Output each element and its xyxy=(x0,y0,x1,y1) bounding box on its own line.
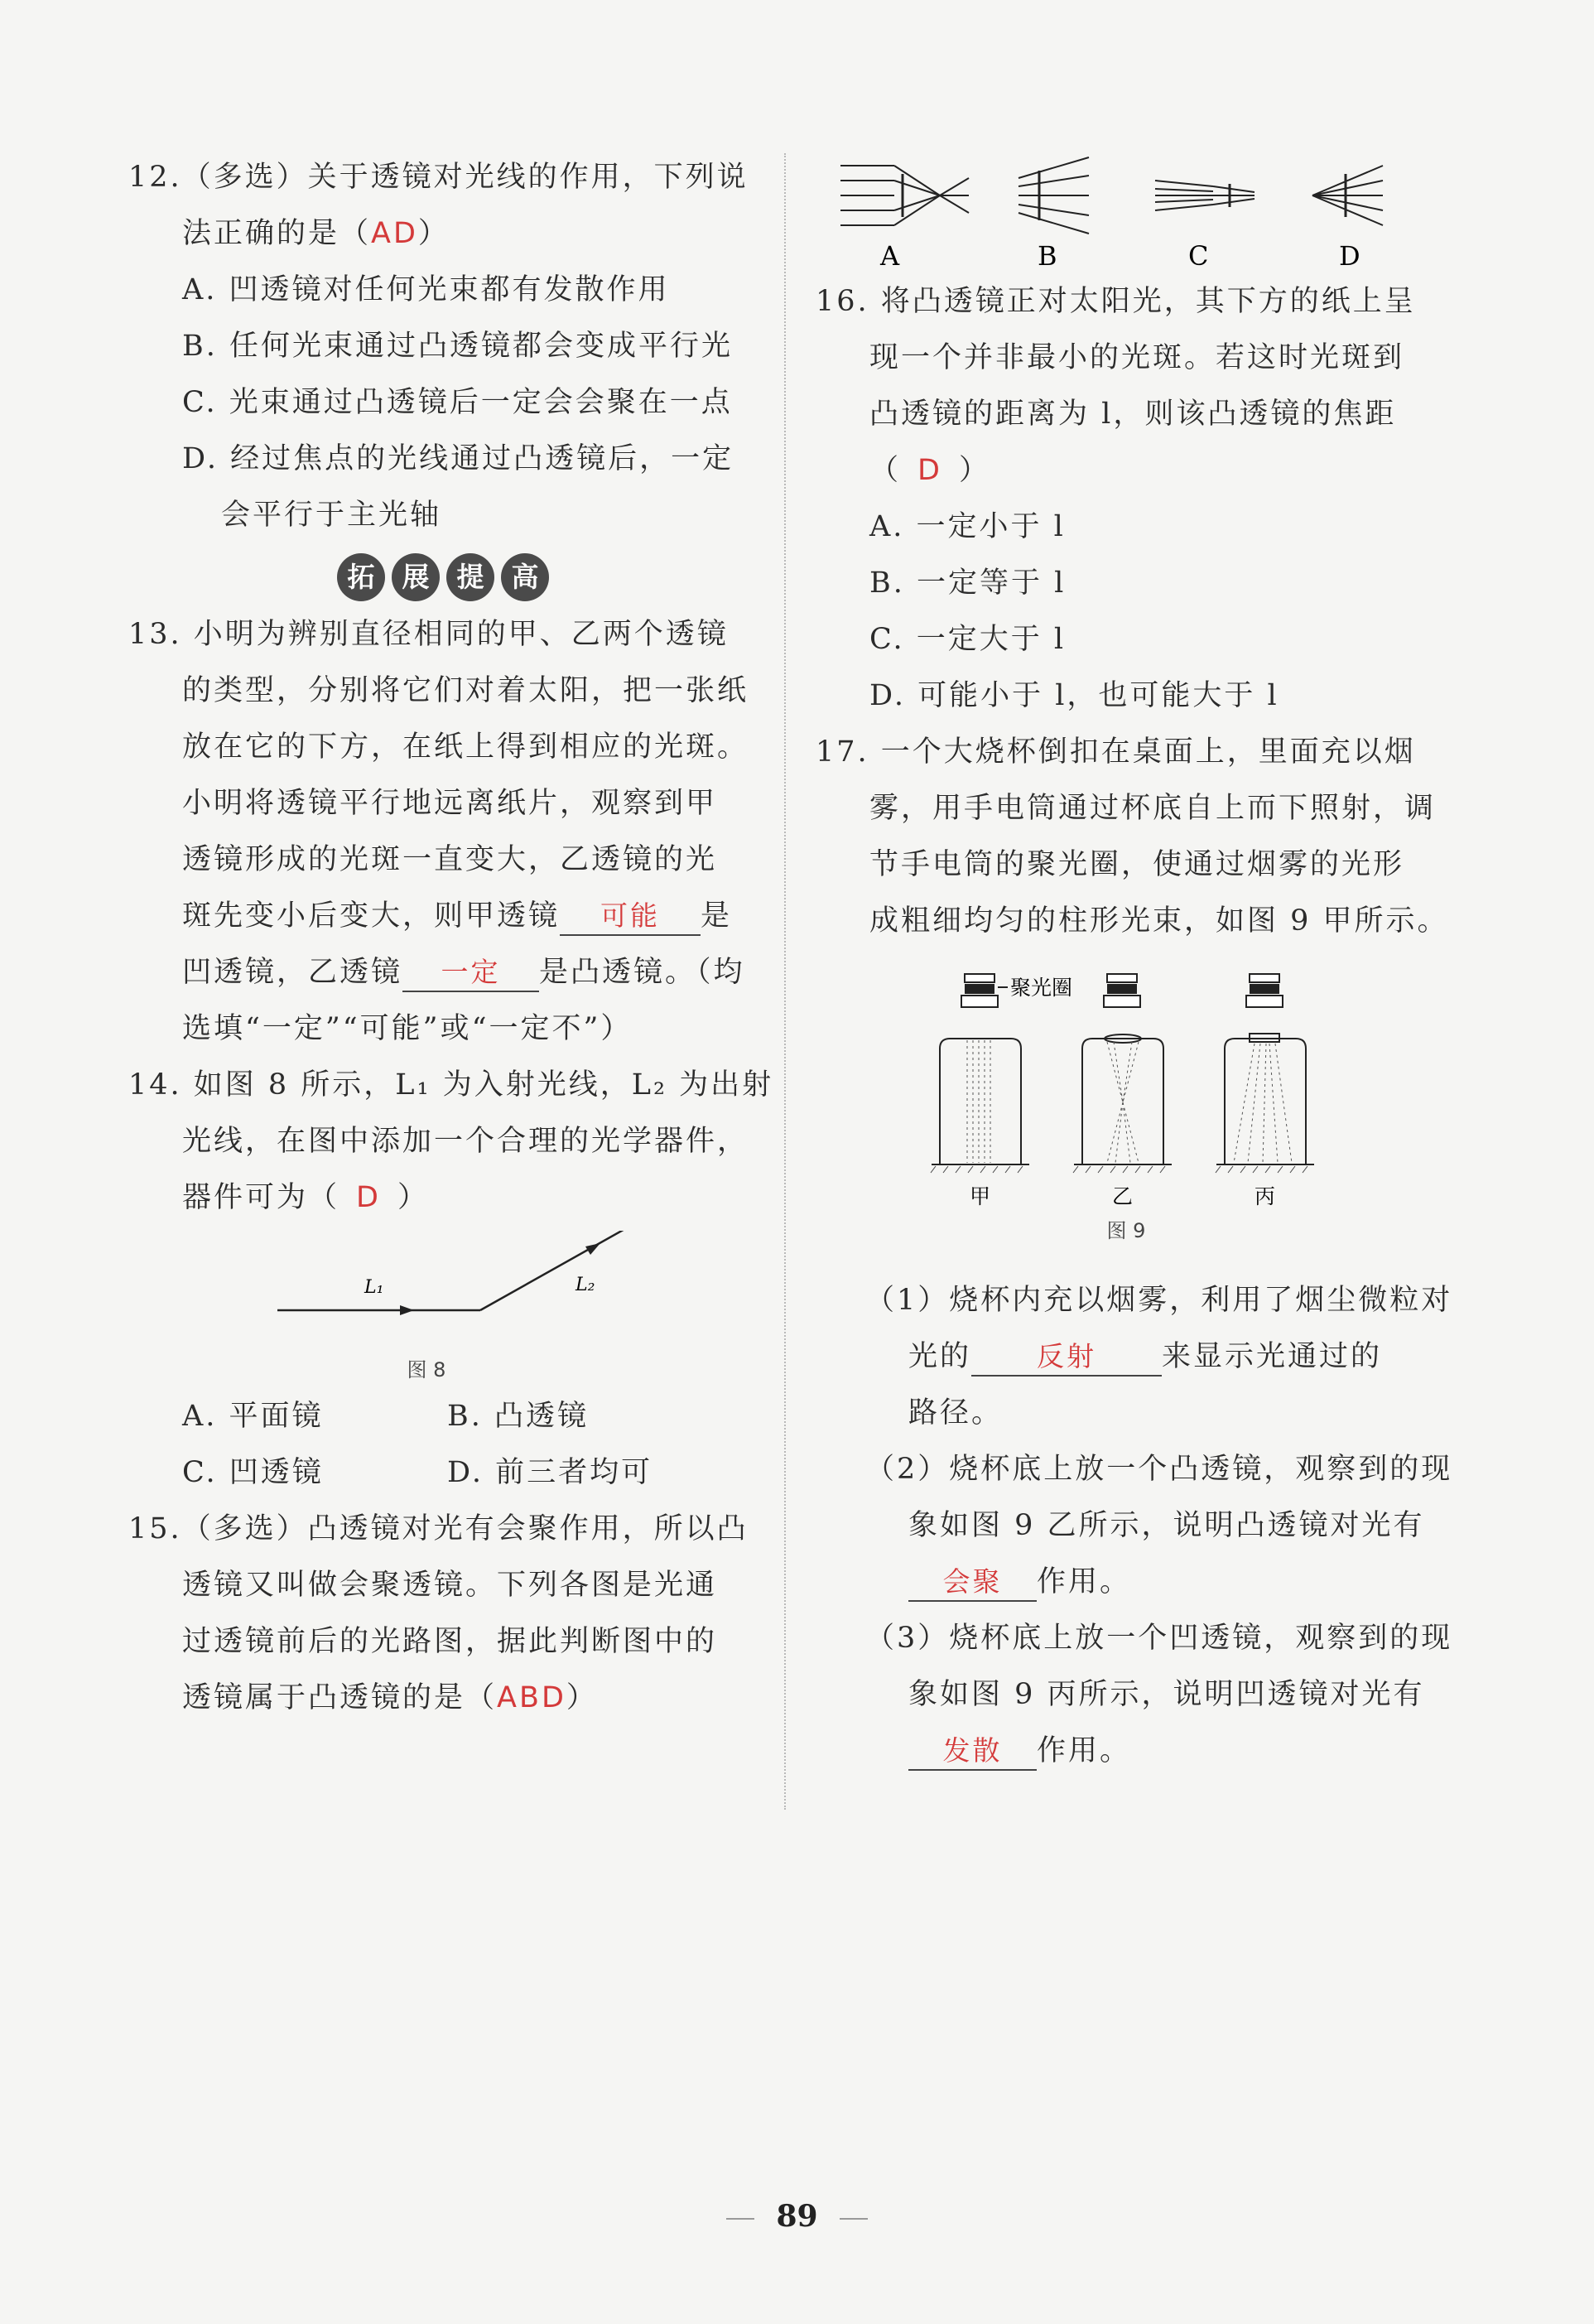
label-l1: L₁ xyxy=(364,1277,384,1298)
q16-line4 xyxy=(816,442,1453,499)
q14-options-row1 xyxy=(128,1388,758,1444)
q15-line4 xyxy=(128,1670,758,1726)
q14-line3 xyxy=(128,1169,758,1226)
q13-line6 xyxy=(128,888,758,944)
q17-part3-line3 xyxy=(816,1723,1453,1779)
q17-line2: 雾，用手电筒通过杯底自上而下照射，调 xyxy=(869,792,1437,825)
q13-line7-pre: 凹透镜，乙透镜 xyxy=(182,956,403,989)
flashlight-yi xyxy=(1104,974,1140,1007)
q12-stem-post: ） xyxy=(417,217,450,250)
q15-answer: ABD xyxy=(497,1681,566,1714)
q15-line1: 15.（多选）凸透镜对光有会聚作用，所以凸 xyxy=(128,1512,749,1545)
q15-line4-pre: 透镜属于凸透镜的是（ xyxy=(182,1681,498,1714)
q17-blank-reflection: 反射 xyxy=(971,1338,1162,1377)
section-banner xyxy=(128,553,758,601)
q17-line3: 节手电筒的聚光圈，使通过烟雾的光形 xyxy=(869,848,1405,881)
q13-line4: 小明将透镜平行地远离纸片，观察到甲 xyxy=(182,787,718,820)
q13-line6-pre: 斑先变小后变大，则甲透镜 xyxy=(182,899,561,933)
figure-9-beakers xyxy=(816,957,1453,1239)
column-divider xyxy=(784,153,786,1810)
q13-line7 xyxy=(128,944,758,1000)
q12-answer: AD xyxy=(371,217,418,250)
q17-part1-post: 来显示光通过的 xyxy=(1162,1340,1383,1373)
right-column xyxy=(816,149,1453,1779)
q16-line2: 现一个并非最小的光斑。若这时光斑到 xyxy=(869,341,1405,374)
q16-option-a: A. 一定小于 l xyxy=(869,510,1066,543)
diagram-d xyxy=(1312,166,1383,225)
q12-option-d-line1: D. 经过焦点的光线通过凸透镜后，一定 xyxy=(182,442,734,475)
q13-line7-post: 是凸透镜。（均 xyxy=(539,956,745,989)
outgoing-ray-l2 xyxy=(480,1231,654,1310)
beaker-label-yi: 乙 xyxy=(1112,1184,1134,1208)
q14-option-c: C. 凹透镜 xyxy=(182,1456,324,1489)
q12-option-a: A. 凹透镜对任何光束都有发散作用 xyxy=(182,273,670,306)
q12-stem-pre: 法正确的是（ xyxy=(182,217,372,250)
q15-line3: 过透镜前后的光路图，据此判断图中的 xyxy=(182,1625,718,1658)
q17-line1: 17. 一个大烧杯倒扣在桌面上，里面充以烟 xyxy=(816,735,1416,769)
diagram-b xyxy=(1019,157,1089,234)
q12-option-c: C. 光束通过凸透镜后一定会会聚在一点 xyxy=(182,386,733,419)
question-17 xyxy=(816,724,1453,1779)
question-13 xyxy=(128,606,758,1057)
q17-part3-post: 作用。 xyxy=(1037,1734,1132,1767)
beaker-label-jia: 甲 xyxy=(970,1184,991,1208)
diagram-a xyxy=(840,166,969,225)
diagram-c xyxy=(1155,181,1254,210)
q17-blank-diverge: 发散 xyxy=(908,1733,1037,1771)
q14-line3-pre: 器件可为（ xyxy=(182,1181,340,1214)
question-14 xyxy=(128,1057,774,1501)
q17-part2-line2: 象如图 9 乙所示，说明凸透镜对光有 xyxy=(908,1509,1425,1542)
q12-option-b: B. 任何光束通过凸透镜都会变成平行光 xyxy=(182,330,733,363)
q17-part3-line2: 象如图 9 丙所示，说明凹透镜对光有 xyxy=(908,1678,1425,1711)
q17-part2-line3 xyxy=(816,1554,1453,1610)
flashlight-bing xyxy=(1246,974,1283,1007)
beaker-bing xyxy=(1216,1034,1314,1164)
q13-line1: 13. 小明为辨别直径相同的甲、乙两个透镜 xyxy=(128,618,729,651)
q14-option-b: B. 凸透镜 xyxy=(447,1400,589,1433)
q16-line1: 16. 将凸透镜正对太阳光，其下方的纸上呈 xyxy=(816,285,1416,318)
question-12 xyxy=(128,149,758,543)
q16-line4-pre: （ xyxy=(869,454,902,487)
figure-8-caption: 图 8 xyxy=(407,1358,446,1381)
q17-part2-line1: （2）烧杯底上放一个凸透镜，观察到的现 xyxy=(865,1453,1453,1486)
q17-part1-line1: （1）烧杯内充以烟雾，利用了烟尘微粒对 xyxy=(865,1284,1453,1317)
label-focus-ring: 聚光圈 xyxy=(1010,976,1073,1000)
q17-line4: 成粗细均匀的柱形光束，如图 9 甲所示。 xyxy=(869,904,1449,938)
flashlight-jia xyxy=(961,974,998,1007)
q14-option-d: D. 前三者均可 xyxy=(447,1456,653,1489)
q17-part2-post: 作用。 xyxy=(1037,1565,1132,1598)
q13-line6-post: 是 xyxy=(701,899,733,933)
q16-option-c: C. 一定大于 l xyxy=(869,623,1067,656)
banner-char: 提 xyxy=(446,553,494,601)
figure-8 xyxy=(128,1231,758,1388)
q17-part3-line1: （3）烧杯底上放一个凹透镜，观察到的现 xyxy=(865,1622,1453,1655)
diagram-label-d: D xyxy=(1339,240,1360,272)
q13-line3: 放在它的下方，在纸上得到相应的光斑。 xyxy=(182,730,749,764)
question-15 xyxy=(128,1501,758,1726)
banner-char: 高 xyxy=(501,553,549,601)
beaker-jia xyxy=(932,1039,1029,1164)
question-16 xyxy=(816,273,1453,724)
q12-stem-line1: 12.（多选）关于透镜对光线的作用，下列说 xyxy=(128,161,749,194)
figure-9-caption: 图 9 xyxy=(1106,1219,1146,1242)
q14-line3-post: ） xyxy=(397,1181,429,1214)
footer-dash-right xyxy=(840,2218,868,2220)
lens-ray-diagrams xyxy=(816,141,1453,273)
q16-line3: 凸透镜的距离为 l，则该凸透镜的焦距 xyxy=(869,398,1397,431)
label-l2: L₂ xyxy=(575,1275,595,1295)
q17-part1-line2 xyxy=(816,1328,1453,1385)
q13-line2: 的类型，分别将它们对着太阳，把一张纸 xyxy=(182,674,749,707)
q17-part1-pre: 光的 xyxy=(908,1340,972,1373)
q13-line5: 透镜形成的光斑一直变大，乙透镜的光 xyxy=(182,843,718,876)
q12-stem-line2 xyxy=(128,205,758,262)
q15-line2: 透镜又叫做会聚透镜。下列各图是光通 xyxy=(182,1569,718,1602)
footer-dash-left xyxy=(726,2218,754,2220)
left-column xyxy=(128,149,774,1726)
figure-9 xyxy=(816,957,1453,1272)
q15-line4-post: ） xyxy=(566,1681,598,1714)
q17-blank-converge: 会聚 xyxy=(908,1564,1037,1602)
q14-options-row2 xyxy=(128,1444,758,1501)
figure-15-lens-diagrams xyxy=(816,141,1453,273)
q16-option-d: D. 可能小于 l，也可能大于 l xyxy=(869,679,1279,712)
q14-answer: D xyxy=(356,1181,381,1214)
diagram-label-c: C xyxy=(1188,240,1209,272)
q16-line4-post: ） xyxy=(958,454,990,487)
q13-line8: 选填“一定”“可能”或“一定不”） xyxy=(182,1012,633,1045)
incident-arrow xyxy=(400,1305,414,1315)
q13-blank-2: 一定 xyxy=(402,954,539,992)
q14-line2: 光线，在图中添加一个合理的光学器件， xyxy=(182,1125,749,1158)
q17-part1-line3: 路径。 xyxy=(908,1396,1004,1430)
diagram-label-a: A xyxy=(880,240,900,272)
q16-option-b: B. 一定等于 l xyxy=(869,567,1067,600)
banner-char: 拓 xyxy=(337,553,385,601)
page-number: 89 xyxy=(776,2199,818,2234)
beaker-yi xyxy=(1074,1034,1172,1164)
beaker-label-bing: 丙 xyxy=(1254,1184,1276,1208)
banner-char: 展 xyxy=(392,553,440,601)
q14-line1: 14. 如图 8 所示，L₁ 为入射光线，L₂ 为出射 xyxy=(128,1068,774,1102)
page-footer xyxy=(0,2199,1594,2234)
q13-blank-1: 可能 xyxy=(560,898,701,936)
outgoing-arrow xyxy=(585,1243,600,1255)
q12-option-d-line2: 会平行于主光轴 xyxy=(221,499,442,532)
diagram-label-b: B xyxy=(1038,240,1057,272)
q14-option-a: A. 平面镜 xyxy=(182,1400,324,1433)
q16-answer: D xyxy=(917,454,942,487)
